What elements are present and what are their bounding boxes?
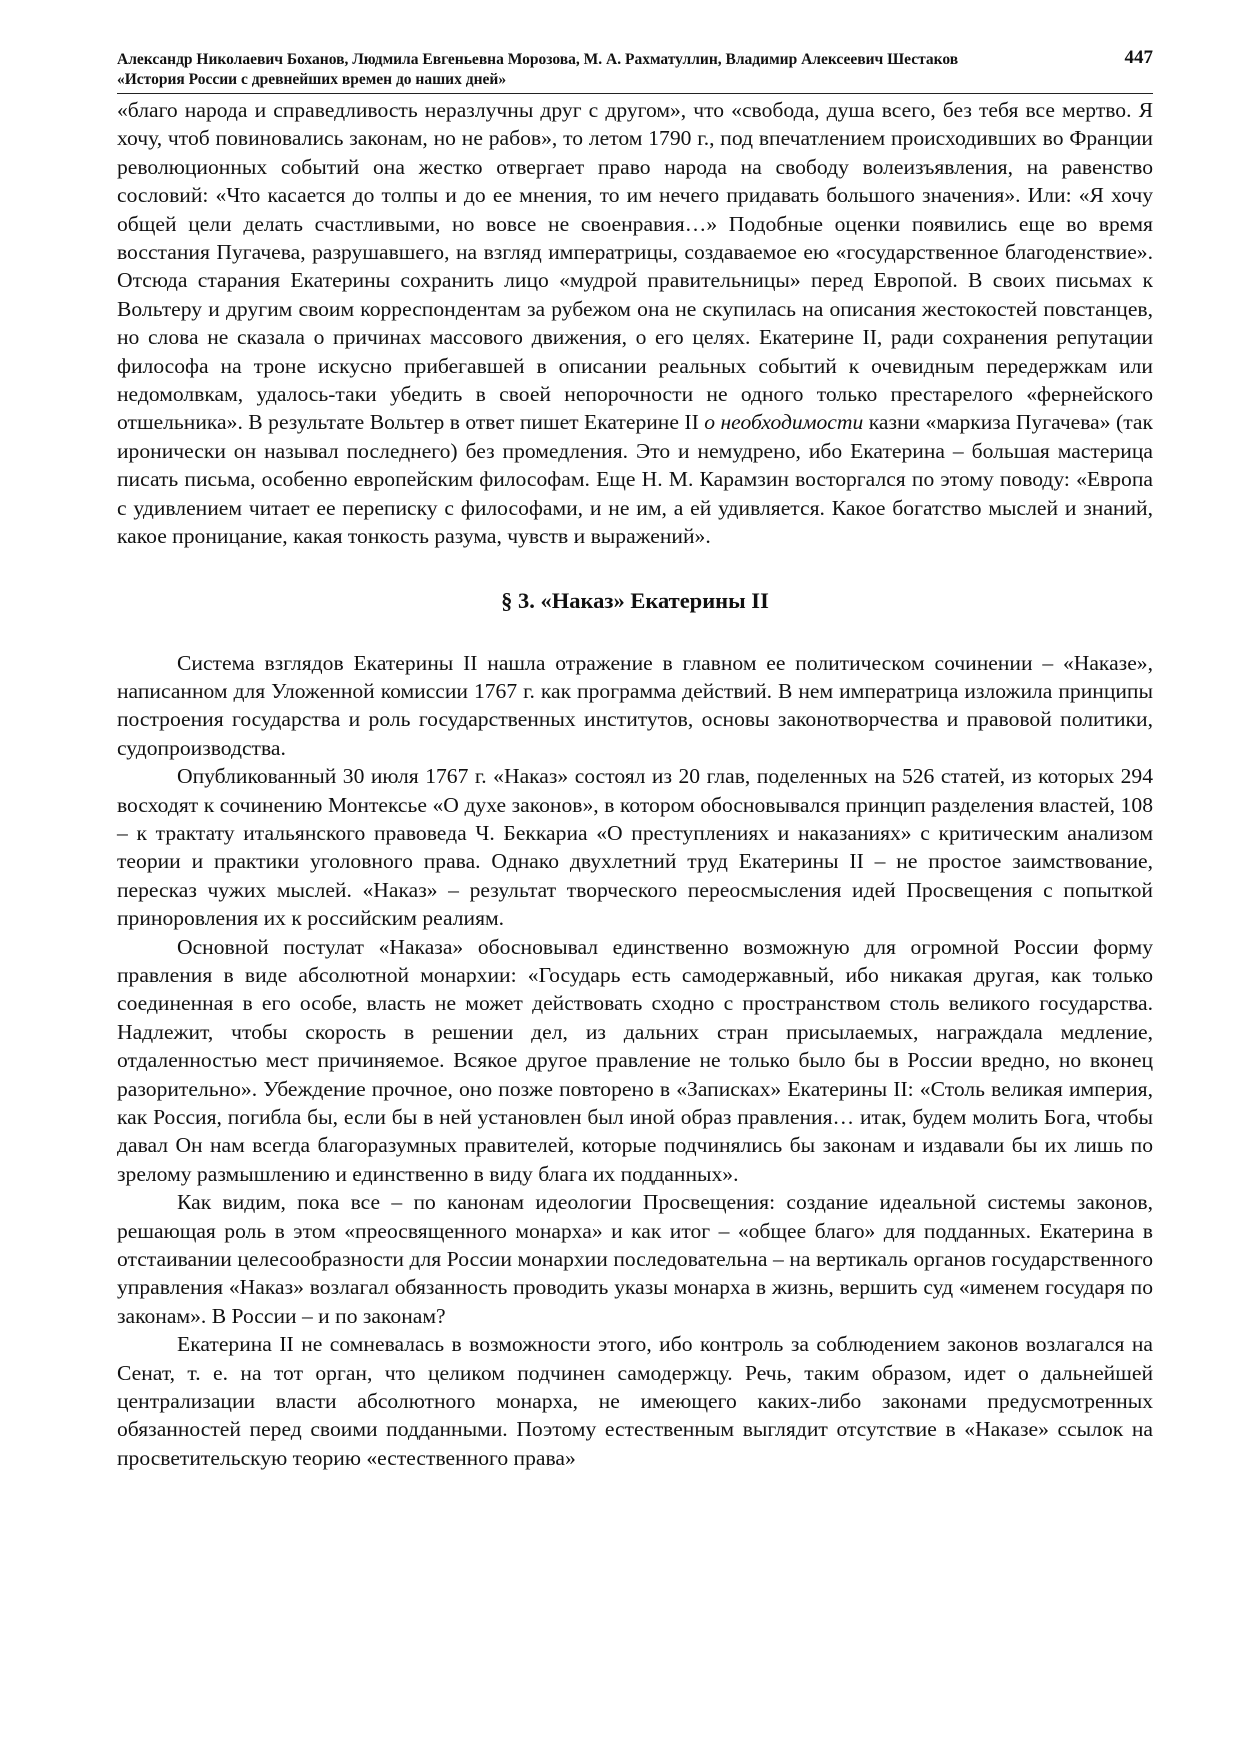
paragraph-intro-part2: казни «маркиза Пугачева» (так иронически он называл последнего) без промедления. Это и немудрено, ибо Екатерина – большая мастерица писать письма, особенно европейским философам. Еще Н. М. Карамзин восторгался по этому поводу: «Европа с удивлением читает ее переписку с философами, и не им, а ей удивляется. Какое богатство мыслей и знаний, какое проницание, какая тонкость разума, чувств и выражений».: [117, 410, 1153, 549]
running-header: [117, 47, 1153, 90]
header-divider: [117, 93, 1153, 94]
paragraph: Опубликованный 30 июля 1767 г. «Наказ» состоял из 20 глав, поделенных на 526 статей, из которых 294 восходят к сочинению Монтексье «О духе законов», в котором обосновывался принцип разделения властей, 108 – к трактату итальянского правоведа Ч. Беккариа «О преступлениях и наказаниях» с критическим анализом теории и практики уголовного права. Однако двухлетний труд Екатерины II – не простое заимствование, пересказ чужих мыслей. «Наказ» – результат творческого переосмысления идей Просвещения с попыткой приноровления их к российским реалиям.: [117, 764, 1153, 931]
paragraph-intro: [117, 96, 1153, 551]
paragraph: Система взглядов Екатерины II нашла отражение в главном ее политическом сочинении – «Наказе», написанном для Уложенной комиссии 1767 г. как программа действий. В нем императрица изложила принципы построения государства и роль государственных институтов, основы законотворчества и правовой политики, судопроизводства.: [117, 650, 1153, 760]
italic-phrase: о необходимости: [704, 410, 864, 435]
paragraph: Екатерина II не сомневалась в возможности этого, ибо контроль за соблюдением законов возлагался на Сенат, т. е. на тот орган, что целиком подчинен самодержцу. Речь, таким образом, идет о дальнейшей централизации власти абсолютного монарха, не имеющего каких-либо законами предусмотренных обязанностей перед своими подданными. Поэтому естественным выглядит отсутствие в «Наказе» ссылок на просветительскую теорию «естественного права»: [117, 1332, 1153, 1470]
document-page: [117, 47, 1153, 1472]
page-number: 447: [1124, 47, 1153, 68]
paragraph-intro-part1: «благо народа и справедливость неразлучны друг с другом», что «свобода, душа всего, без тебя все мертво. Я хочу, чтоб повиновались законам, но не рабов», то летом 1790 г., под впечатлением происходивших во Франции революционных событий она жестко отвергает право народа на свободу волеизъявления, на равенство сословий: «Что касается до толпы и до ее мнения, то им нечего придавать большого значения». Или: «Я хочу общей цели делать счастливыми, но вовсе не своенравия…» Подобные оценки появились еще во время восстания Пугачева, разрушавшего, на взгляд императрицы, создаваемое ею «государственное благоденствие». Отсюда старания Екатерины сохранить лицо «мудрой правительницы» перед Европой. В своих письмах к Вольтеру и другим своим корреспондентам за рубежом она не скупилась на описания жестокостей повстанцев, но слова не сказала о причинах массового движения, о его целях. Екатерине II, ради сохранения репутации философа на троне искусно прибегавшей в описании реальных событий к очевидным передержкам или недомолвкам, удалось-таки убедить в своей непорочности не одного только престарелого «фернейского отшельника». В результате Вольтер в ответ пишет Екатерине II: [117, 98, 1153, 435]
paragraph: Как видим, пока все – по канонам идеологии Просвещения: создание идеальной системы законов, решающая роль в этом «преосвященного монарха» и как итог – «общее благо» для подданных. Екатерина в отстаивании целесообразности для России монархии последовательна – на вертикаль органов государственного управления «Наказ» возлагал обязанность проводить указы монарха в жизнь, вершить суд «именем государя по законам». В России – и по законам?: [117, 1190, 1153, 1328]
paragraph: Основной постулат «Наказа» обосновывал единственно возможную для огромной России форму правления в виде абсолютной монархии: «Государь есть самодержавный, ибо никакая другая, как только соединенная в его особе, власть не может действовать сходно с пространством столь великого государства. Надлежит, чтобы скорость в решении дел, из дальних стран присылаемых, награждала медление, отдаленностью мест причиняемое. Всякое другое правление не только было бы в России вредно, но вконец разорительно». Убеждение прочное, оно позже повторено в «Записках» Екатерины II: «Столь великая империя, как Россия, погибла бы, если бы в ней установлен был иной образ правления… итак, будем молить Бога, чтобы давал Он нам всегда благоразумных правителей, которые подчинялись бы законам и издавали бы их лишь по зрелому размышлению и единственно в виду блага их подданных».: [117, 934, 1153, 1186]
header-book-title: «История России с древнейших времен до наших дней»: [117, 71, 507, 88]
section-heading: § 3. «Наказ» Екатерины II: [501, 587, 769, 613]
header-authors: Александр Николаевич Боханов, Людмила Евгеньевна Морозова, М. А. Рахматуллин, Владимир Алексеевич Шестаков: [117, 51, 959, 68]
